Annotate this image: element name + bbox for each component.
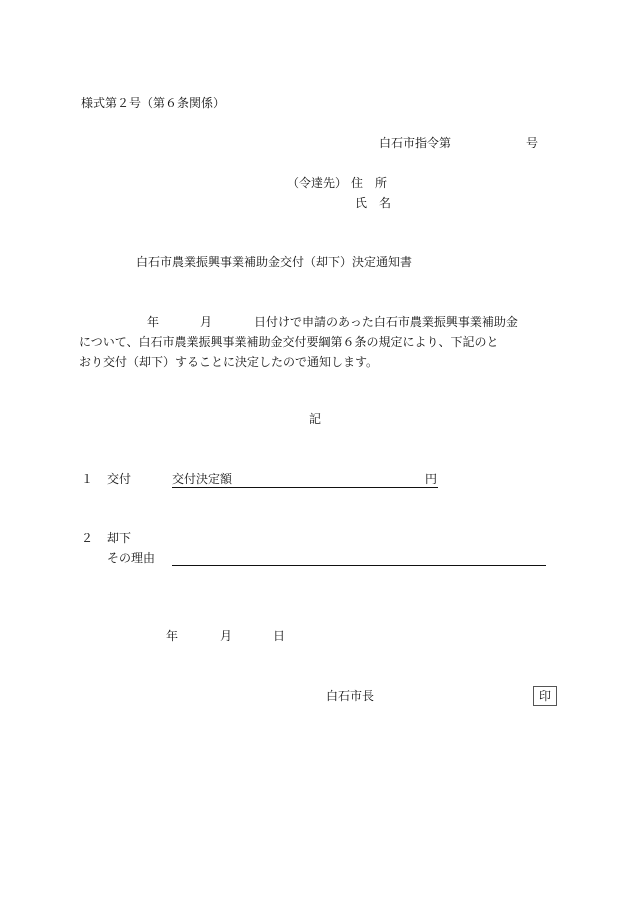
item2-number: ２ <box>81 531 94 545</box>
item1-label: 交付 <box>107 472 132 486</box>
rejection-reason-field <box>172 565 546 566</box>
body-date-year: 年 <box>147 315 160 329</box>
item2-label: 却下 <box>107 531 132 545</box>
grant-amount-label: 交付決定額 <box>172 472 233 486</box>
seal-box: 印 <box>533 686 557 706</box>
body-line-1: 日付けで申請のあった白石市農業振興事業補助金 <box>254 315 518 329</box>
issuer-title: 白石市長 <box>326 689 375 703</box>
issue-date-day: 日 <box>273 629 286 643</box>
body-line-3: おり交付（却下）することに決定したので通知します。 <box>79 355 379 369</box>
name-label: 氏 名 <box>355 196 392 210</box>
issue-date-year: 年 <box>166 629 179 643</box>
grant-amount-field <box>172 487 438 488</box>
document-title: 白石市農業振興事業補助金交付（却下）決定通知書 <box>136 255 413 269</box>
recipient-prefix: （令達先） <box>287 176 348 190</box>
directive-suffix: 号 <box>526 136 539 150</box>
body-line-2: について、白石市農業振興事業補助金交付要綱第６条の規定により、下記のと <box>79 335 499 349</box>
address-label: 住 所 <box>351 176 388 190</box>
rejection-reason-label: その理由 <box>107 551 156 565</box>
item1-number: １ <box>81 472 94 486</box>
form-number: 様式第２号（第６条関係） <box>81 96 226 110</box>
note-heading: 記 <box>309 412 322 426</box>
body-date-month: 月 <box>200 315 213 329</box>
issue-date-month: 月 <box>220 629 233 643</box>
directive-label: 白石市指令第 <box>379 136 452 150</box>
grant-amount-unit: 円 <box>425 472 438 486</box>
